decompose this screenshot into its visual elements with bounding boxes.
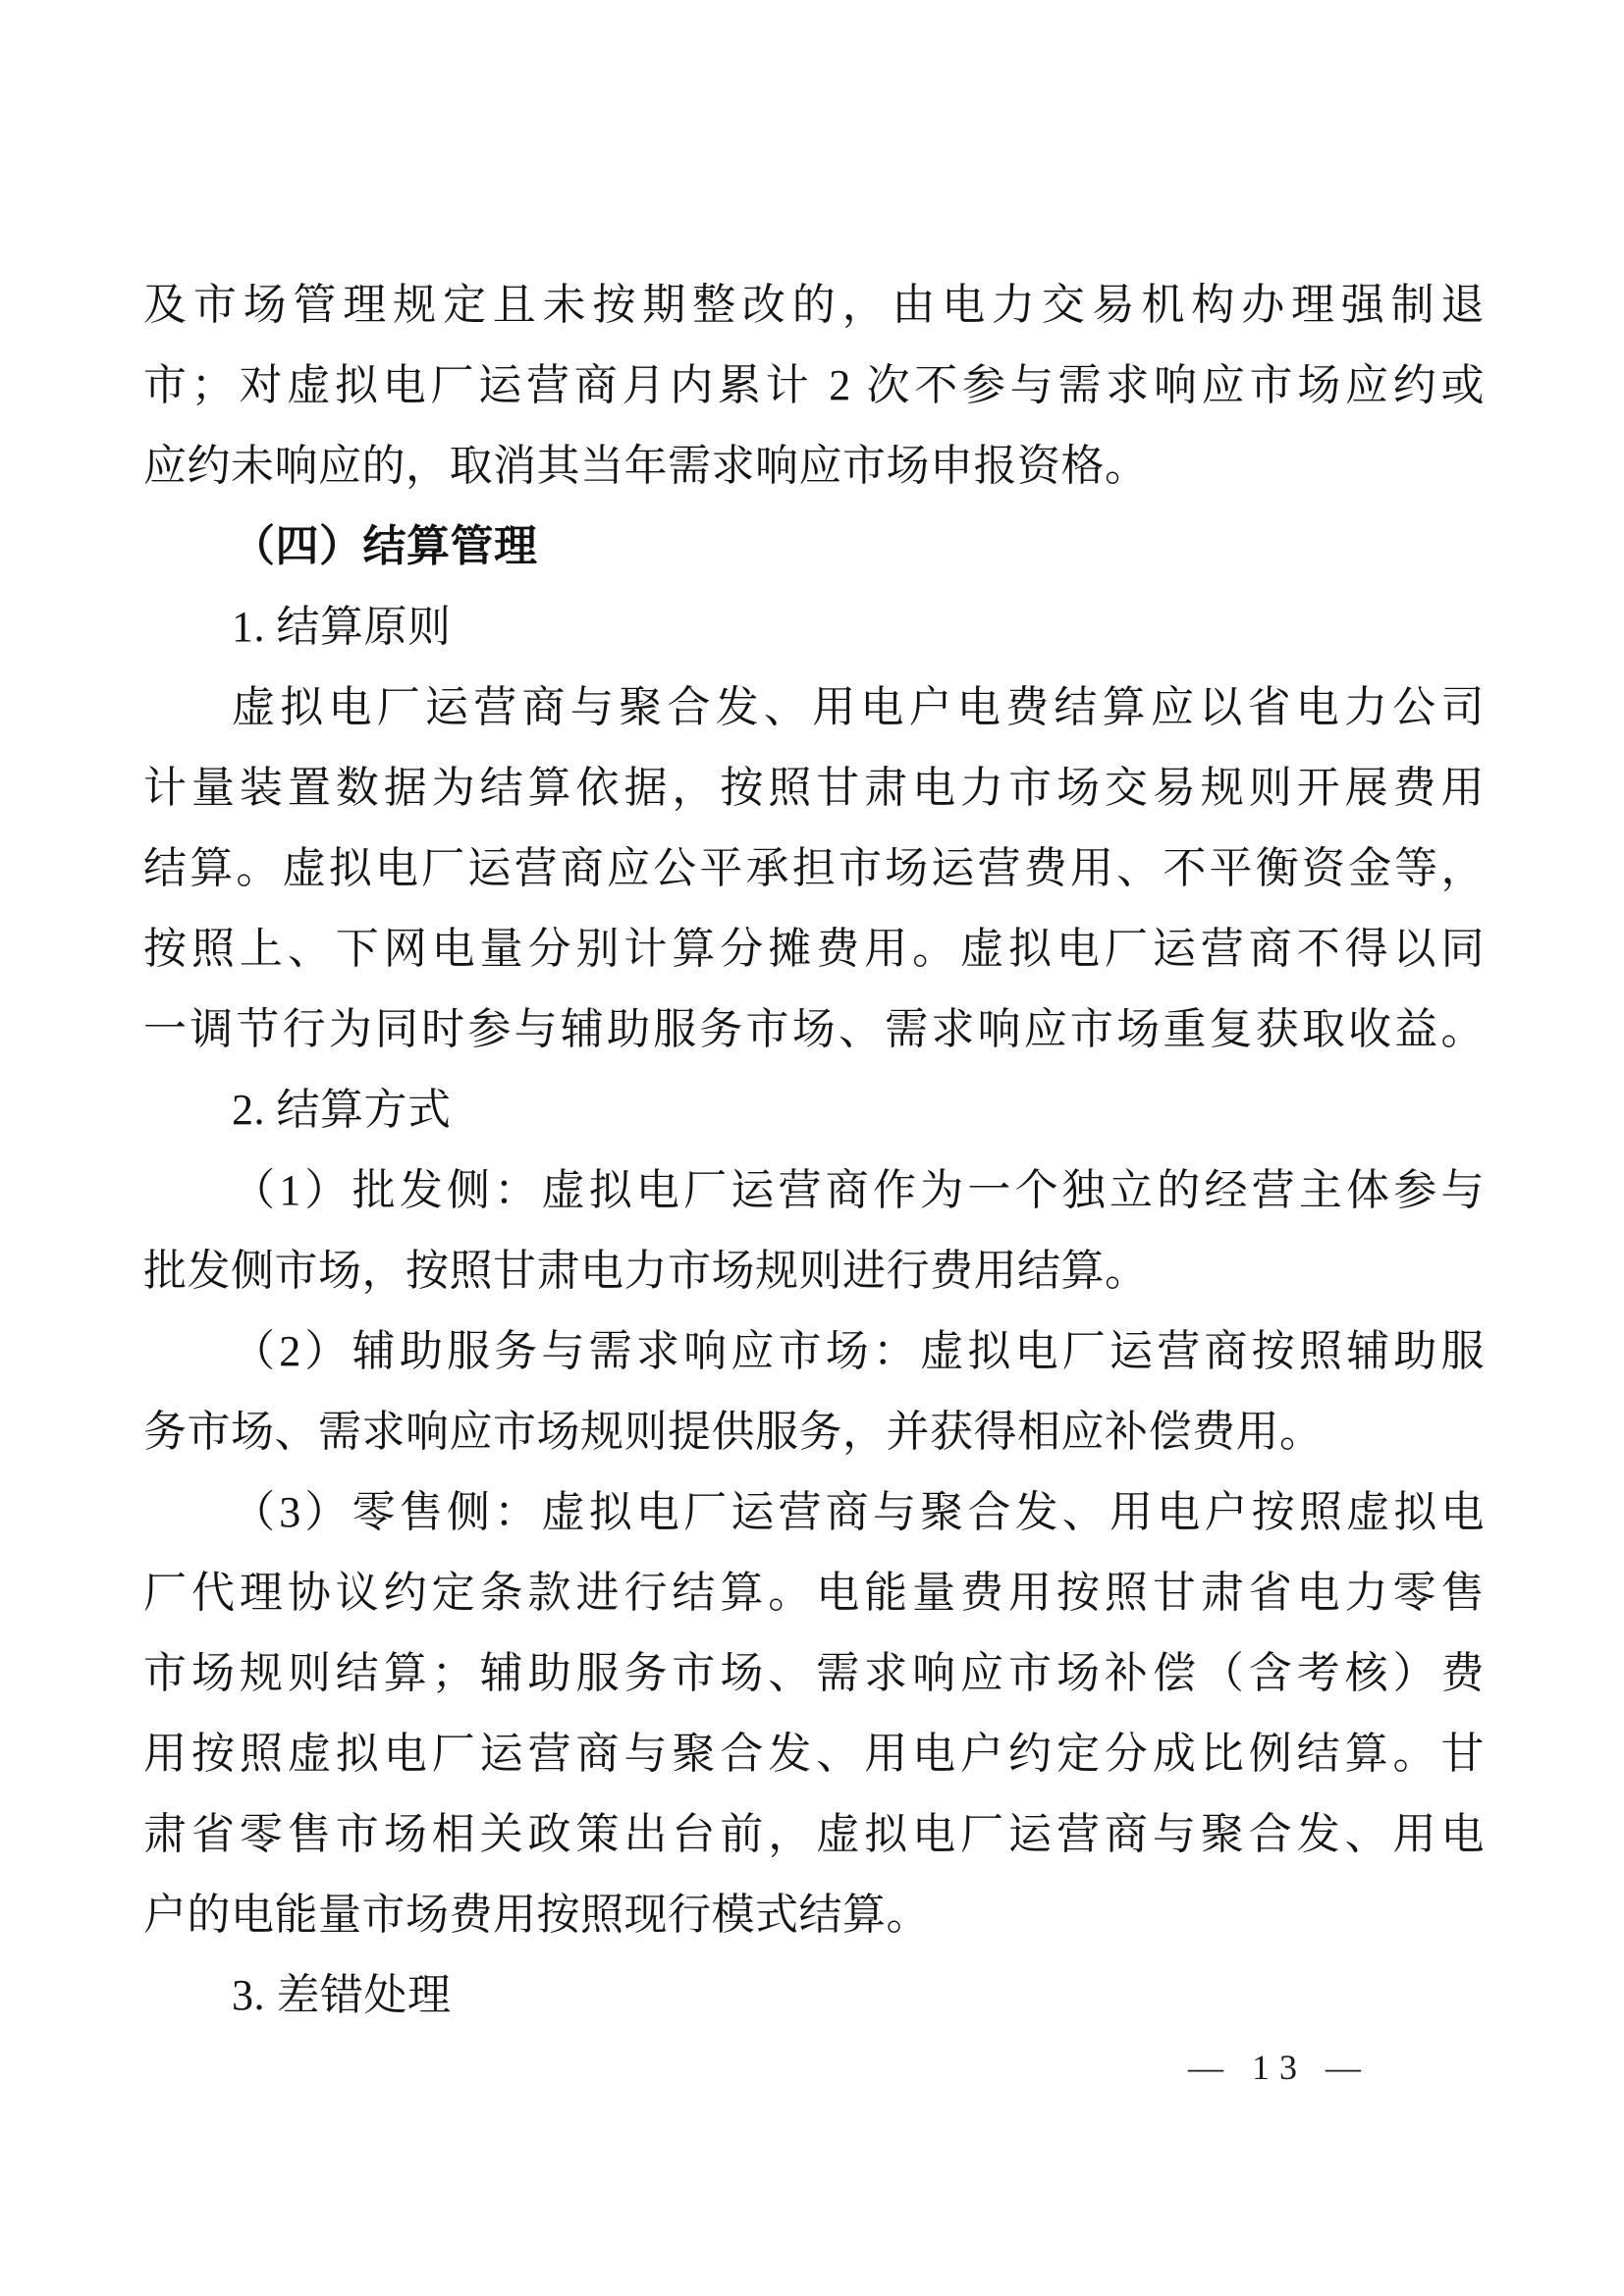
- text-line: （2）辅助服务与需求响应市场：虚拟电厂运营商按照辅助服: [232, 1327, 1485, 1375]
- text-line: 市；对虚拟电厂运营商月内累计 2 次不参与需求响应市场应约或: [143, 361, 1485, 409]
- text-line: 用按照虚拟电厂运营商与聚合发、用电户约定分成比例结算。甘: [143, 1730, 1485, 1778]
- text-line: 户的电能量市场费用按照现行模式结算。: [143, 1891, 930, 1939]
- text-line: 市场规则结算；辅助服务市场、需求响应市场补偿（含考核）费: [143, 1649, 1485, 1697]
- text-line: 一调节行为同时参与辅助服务市场、需求响应市场重复获取收益。: [143, 1005, 1485, 1053]
- text-line: 及市场管理规定且未按期整改的，由电力交易机构办理强制退: [143, 281, 1485, 329]
- text-line: 按照上、下网电量分别计算分摊费用。虚拟电厂运营商不得以同: [143, 925, 1485, 973]
- text-line: （3）零售侧：虚拟电厂运营商与聚合发、用电户按照虚拟电: [232, 1488, 1485, 1536]
- text-line: 批发侧市场，按照甘肃电力市场规则进行费用结算。: [143, 1247, 1149, 1295]
- document-body: [143, 265, 1485, 2036]
- text-line: 务市场、需求响应市场规则提供服务，并获得相应补偿费用。: [143, 1408, 1324, 1456]
- text-line: 肃省零售市场相关政策出台前，虚拟电厂运营商与聚合发、用电: [143, 1810, 1485, 1858]
- text-line: （1）批发侧：虚拟电厂运营商作为一个独立的经营主体参与: [232, 1166, 1485, 1214]
- section-heading-line: （四）结算管理: [232, 522, 538, 570]
- page-number: — 13 —: [1188, 2048, 1371, 2087]
- text-line: 计量装置数据为结算依据，按照甘肃电力市场交易规则开展费用: [143, 764, 1485, 812]
- text-line: 厂代理协议约定条款进行结算。电能量费用按照甘肃省电力零售: [143, 1569, 1485, 1617]
- text-line: 结算。虚拟电厂运营商应公平承担市场运营费用、不平衡资金等，: [143, 844, 1485, 892]
- text-line: 应约未响应的，取消其当年需求响应市场申报资格。: [143, 442, 1149, 490]
- text-line: 1. 结算原则: [232, 603, 452, 651]
- text-line: 虚拟电厂运营商与聚合发、用电户电费结算应以省电力公司: [232, 683, 1485, 731]
- text-line: 3. 差错处理: [232, 1971, 452, 2019]
- text-line: 2. 结算方式: [232, 1086, 452, 1134]
